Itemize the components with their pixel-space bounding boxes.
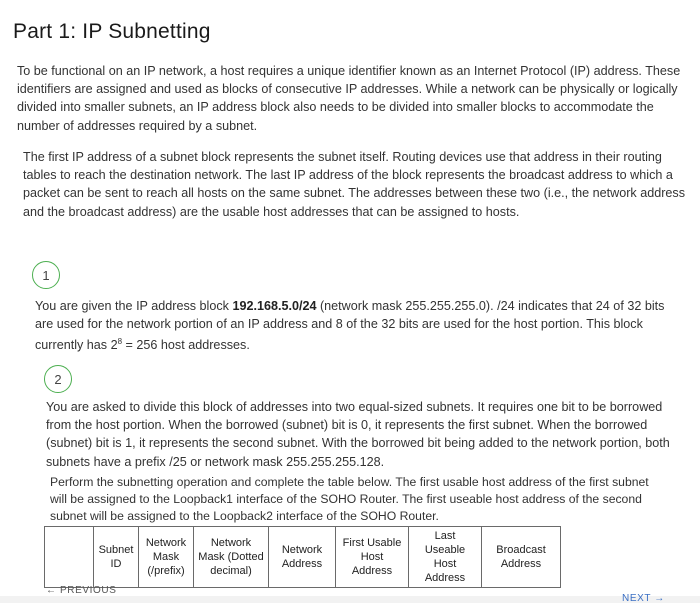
col-mask-dotted: Network Mask (Dotted decimal) xyxy=(194,527,269,588)
instruction-text: Perform the subnetting operation and complete the table below. The first usable host address of the first subnet will be assigned to the Loopback1 interface of the SOHO Router. The first useable host address of the second subnet will be assigned to the Loopback2 interface of the SOHO Router. xyxy=(50,475,649,523)
table-header-row xyxy=(45,527,561,588)
step-1-badge: 1 xyxy=(32,261,60,289)
col-network-address: Network Address xyxy=(269,527,336,588)
col-subnet-id: Subnet ID xyxy=(94,527,139,588)
step-2-badge: 2 xyxy=(44,365,72,393)
bottom-bar xyxy=(0,596,700,603)
col-empty xyxy=(45,527,94,588)
subnet-table xyxy=(44,526,561,588)
step-1-text: You are given the IP address block 192.168.5.0/24 (network mask 255.255.255.0). /24 indicates that 24 of 32 bits are used for the network portion of an IP address and 8 of the 32 bits are used for the host portion. This block currently has $2^8 = 256$ host addresses. xyxy=(35,299,665,353)
step-2-text: You are asked to divide this block of addresses into two equal-sized subnets. It requires one bit to be borrowed from the host portion. When the borrowed (subnet) bit is 0, it represents the first subnet. When the borrowed (subnet) bit is 1, it represents the second subnet. With the borrowed bit being added to the network portion, both subnets have a prefix /25 or network mask 255.255.255.128. xyxy=(46,400,670,469)
arrow-right-icon: → xyxy=(650,593,665,604)
page-title: Part 1: IP Subnetting xyxy=(13,20,211,43)
subnet-explanation-paragraph: The first IP address of a subnet block represents the subnet itself. Routing devices use that address in their routing tables to reach the destination network. The last IP address of the block represents the broadcast address to which a packet can be sent to reach all hosts on the same subnet. The addresses between these two (i.e., the network address and the broadcast address) are the usable host addresses that can be assigned to hosts. xyxy=(23,150,686,219)
intro-paragraph: To be functional on an IP network, a host requires a unique identifier known as an Internet Protocol (IP) address. These identifiers are assigned and used as blocks of consecutive IP addresses. While a network can be physically or logically divided into smaller subnets, an IP address block also needs to be divided into smaller blocks to accommodate the number of addresses required by a subnet. xyxy=(17,64,681,133)
col-mask-prefix: Network Mask (/prefix) xyxy=(139,527,194,588)
col-broadcast: Broadcast Address xyxy=(482,527,561,588)
previous-button[interactable]: ← PREVIOUS xyxy=(46,585,117,596)
col-first-host: First Usable Host Address xyxy=(336,527,409,588)
arrow-left-icon: ← xyxy=(46,585,60,596)
col-last-host: Last Useable Host Address xyxy=(409,527,482,588)
next-button[interactable]: NEXT → xyxy=(622,593,665,604)
ip-block: 192.168.5.0/24 xyxy=(232,299,317,313)
